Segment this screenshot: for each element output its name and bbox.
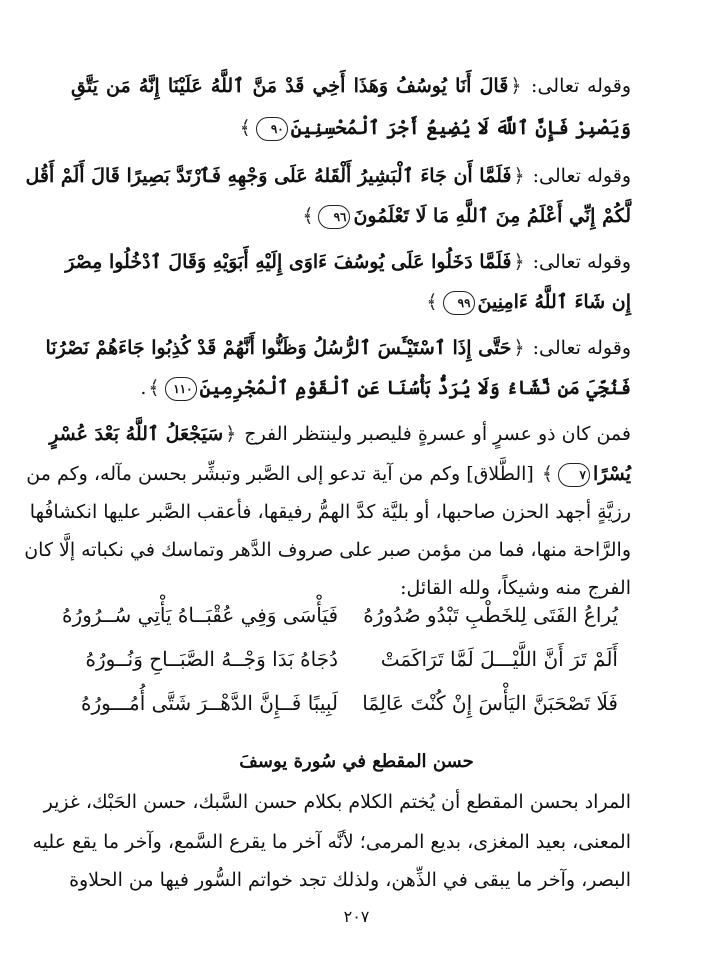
poem-second-hemistich: دُجَاهُ بَدَا وَجْــهُ الصَّبَــاحِ وَنُــورُهُ	[85, 647, 338, 671]
quran-close-bracket: ﴾	[426, 291, 438, 313]
text-line	[65, 246, 631, 278]
quran-open-bracket: ﴿	[510, 75, 522, 97]
text-line	[29, 496, 631, 528]
poem-second-hemistich: فَيَأْسَى وَفِي عُقْبَــاهُ يَأْتِي سُــرُورُهُ	[61, 603, 338, 627]
line-text: .	[140, 377, 147, 399]
poem-verse	[78, 642, 618, 676]
text-line: البصر، وآخر ما يبقى في الذِّهن، ولذلك تجد خواتم السُّور فيها من الحلاوة	[69, 869, 631, 891]
quran-close-bracket: ﴾	[239, 117, 251, 139]
quran-verse-text: فَنُجِّيَ مَن نَّشَاءُ وَلَا يُرَدُّ بَأْسُنَا عَنِ ٱلْقَوْمِ ٱلْمُجْرِمِينَ	[199, 377, 631, 399]
page-number: ٢٠٧	[343, 907, 370, 926]
quran-open-bracket: ﴿	[513, 165, 525, 187]
quran-verse-text: إِن شَاءَ ٱللَّهُ ءَامِنِينَ	[477, 291, 631, 313]
quran-close-bracket: ﴾	[148, 377, 160, 399]
ayah-number-marker: ٩٦	[318, 205, 350, 229]
quran-verse-text: سَيَجْعَلُ ٱللَّهُ بَعْدَ عُسْرٍ	[49, 423, 224, 445]
quran-verse-text: يُسْرًا	[593, 463, 631, 485]
text-line	[24, 534, 631, 566]
text-line	[26, 458, 631, 490]
quran-open-bracket: ﴿	[225, 423, 237, 445]
line-text: وقوله تعالى:	[523, 75, 631, 97]
line-text: فمن كان ذو عسرٍ أو عسرةٍ فليصبر ولينتظر الفرج	[238, 423, 631, 445]
quran-verse-text: فَلَمَّا أَن جَاءَ ٱلْبَشِيرُ أَلْقَلهُ عَلَى وَجْهِهِ فَٱرْتَدَّ بَصِيرًا قَالَ أَلَمْ أَقُل	[25, 165, 512, 187]
poem-verse	[78, 686, 618, 720]
quran-verse-text: حَتَّى إِذَا ٱسْتَيْـَٔسَ ٱلرُّسُلُ وَظَنُّوا أَنَّهُمْ قَدْ كُذِبُوا جَاءَهُمْ نَصْرُنَا	[45, 337, 512, 359]
text-line	[71, 112, 631, 144]
section-heading: حسن المقطع في سُورة يوسفَ	[239, 751, 474, 772]
ayah-number-marker: ٩٠	[256, 117, 288, 141]
poem-first-hemistich: فَلَا تَصْحَبَنَّ اليَأْسَ إِنْ كُنْتَ عَالِمًا	[362, 691, 618, 715]
quran-verse-text: لَّكُمْ إِنِّي أَعْلَمُ مِنَ ٱللَّهِ مَا لَا تَعْلَمُونَ	[353, 205, 631, 227]
quran-verse-text: قَالَ أَنَا يُوسُفُ وَهَذَا أَخِي قَدْ مَنَّ ٱللَّهُ عَلَيْنَا إِنَّهُ مَن يَتَّقِ	[71, 75, 509, 97]
poem-first-hemistich: يُراعُ الفَتَى لِلخَطْبِ تَبْدُو صُدُورُهُ	[363, 603, 618, 627]
quran-verse-text: وَيَصْبِرْ فَإِنَّ ٱللَّهَ لَا يُضِيعُ أَجْرَ ٱلْمُحْسِنِينَ	[290, 117, 631, 139]
ayah-number-marker: ١١٠	[165, 377, 197, 401]
quran-open-bracket: ﴿	[513, 251, 525, 273]
text-line	[71, 286, 631, 318]
text-line	[71, 200, 631, 232]
quran-open-bracket: ﴿	[513, 337, 525, 359]
line-text: [الطَّلاق] وكم من آية تدعو إلى الصَّبر وتبشِّر بحسن مآله، وكم من	[26, 463, 540, 485]
ayah-number-marker: ٧	[558, 463, 590, 487]
text-line	[71, 70, 631, 102]
text-line: المراد بحسن المقطع أن يُختم الكلام بكلام حسن السَّبك، حسن الحَبْك، غزير	[43, 791, 631, 813]
text-line	[45, 332, 631, 364]
ayah-number-marker: ٩٩	[443, 291, 475, 315]
text-line	[71, 372, 631, 404]
quran-close-bracket: ﴾	[302, 205, 314, 227]
line-text: والرَّاحة منها، فما من مؤمن صبر على صروف الدَّهر وتماسك في نكباته إلَّا كان	[24, 539, 631, 561]
text-line	[25, 160, 631, 192]
line-text: الفرج منه وشيكاً، ولله القائل:	[400, 577, 631, 599]
poem-second-hemistich: لَبِيبًا فَــإِنَّ الدَّهْــرَ شَتَّى أُمُـــورُهُ	[80, 691, 338, 715]
quran-close-bracket: ﴾	[541, 463, 553, 485]
text-line	[49, 418, 631, 450]
poem-first-hemistich: أَلَمْ تَرَ أَنَّ اللَّيْـــلَ لَمَّا تَرَاكَمَتْ	[380, 647, 618, 671]
poem-verse	[61, 598, 618, 632]
line-text: رزيَّةٍ أجهد الحزن صاحبها، أو بليَّة كدَّ الهمُّ رفيقها، فأعقب الصَّبر عليها انكشافُها	[29, 501, 631, 523]
line-text: وقوله تعالى:	[526, 165, 631, 187]
text-line: المعنى، بعيد المغزى، بديع المرمى؛ لأنَّه آخر ما يقرع السَّمع، وآخر ما يقع عليه	[32, 831, 631, 853]
line-text: وقوله تعالى:	[526, 337, 631, 359]
quran-verse-text: فَلَمَّا دَخَلُوا عَلَى يُوسُفَ ءَاوَى إِلَيْهِ أَبَوَيْهِ وَقَالَ ٱدْخُلُوا مِصْرَ	[65, 251, 512, 273]
line-text: وقوله تعالى:	[526, 251, 631, 273]
